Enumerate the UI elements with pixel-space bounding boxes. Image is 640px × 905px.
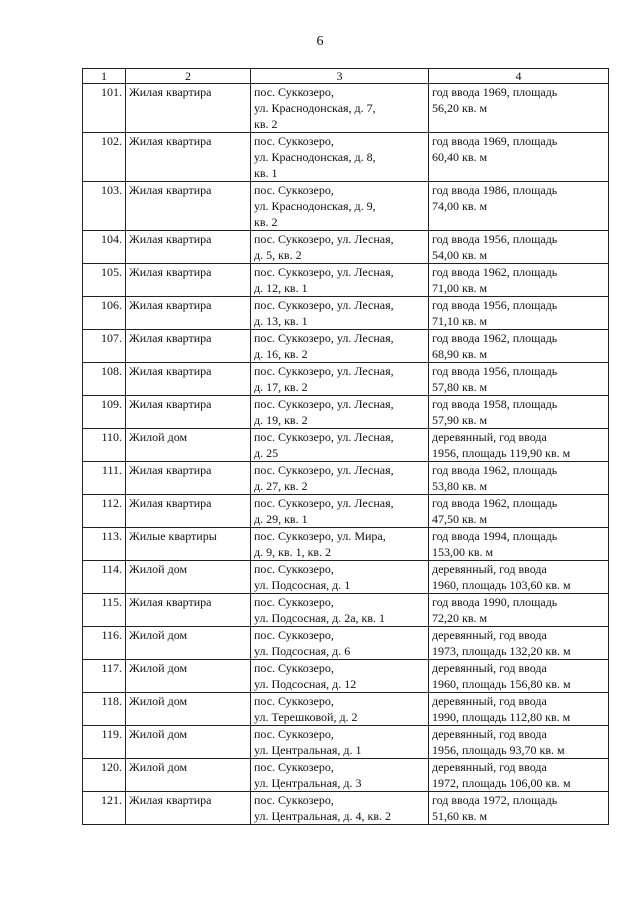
table-row [83,231,609,264]
row-number: 108. [83,363,126,396]
object-address: пос. Суккозеро, ул. Подсосная, д. 2а, кв. 1 [251,594,429,627]
object-type: Жилой дом [126,693,251,726]
object-type: Жилая квартира [126,182,251,231]
object-address: пос. Суккозеро, ул. Краснодонская, д. 9, кв. 2 [251,182,429,231]
object-address: пос. Суккозеро, ул. Подсосная, д. 6 [251,627,429,660]
row-number: 119. [83,726,126,759]
object-details: деревянный, год ввода 1972, площадь 106,00 кв. м [429,759,609,792]
object-details: год ввода 1990, площадь 72,20 кв. м [429,594,609,627]
object-type: Жилой дом [126,561,251,594]
row-number: 116. [83,627,126,660]
object-details: год ввода 1986, площадь 74,00 кв. м [429,182,609,231]
object-type: Жилая квартира [126,330,251,363]
row-number: 120. [83,759,126,792]
row-number: 109. [83,396,126,429]
row-number: 103. [83,182,126,231]
object-type: Жилая квартира [126,84,251,133]
object-details: год ввода 1972, площадь 51,60 кв. м [429,792,609,825]
header-col-1: 1 [83,69,126,84]
table-row [83,561,609,594]
table-row [83,396,609,429]
row-number: 118. [83,693,126,726]
object-address: пос. Суккозеро, ул. Подсосная, д. 12 [251,660,429,693]
object-type: Жилая квартира [126,363,251,396]
row-number: 107. [83,330,126,363]
object-details: год ввода 1956, площадь 71,10 кв. м [429,297,609,330]
object-type: Жилые квартиры [126,528,251,561]
object-address: пос. Суккозеро, ул. Лесная, д. 16, кв. 2 [251,330,429,363]
object-details: деревянный, год ввода 1960, площадь 103,60 кв. м [429,561,609,594]
table-row [83,726,609,759]
object-address: пос. Суккозеро, ул. Краснодонская, д. 8, кв. 1 [251,133,429,182]
row-number: 112. [83,495,126,528]
object-details: год ввода 1962, площадь 71,00 кв. м [429,264,609,297]
object-address: пос. Суккозеро, ул. Центральная, д. 3 [251,759,429,792]
object-type: Жилая квартира [126,462,251,495]
row-number: 121. [83,792,126,825]
object-address: пос. Суккозеро, ул. Лесная, д. 17, кв. 2 [251,363,429,396]
table-row [83,759,609,792]
object-address: пос. Суккозеро, ул. Центральная, д. 1 [251,726,429,759]
table-row [83,297,609,330]
object-details: деревянный, год ввода 1990, площадь 112,80 кв. м [429,693,609,726]
object-details: год ввода 1969, площадь 56,20 кв. м [429,84,609,133]
object-address: пос. Суккозеро, ул. Лесная, д. 12, кв. 1 [251,264,429,297]
object-type: Жилая квартира [126,792,251,825]
header-col-4: 4 [429,69,609,84]
object-type: Жилой дом [126,726,251,759]
row-number: 110. [83,429,126,462]
object-address: пос. Суккозеро, ул. Лесная, д. 19, кв. 2 [251,396,429,429]
table-row [83,528,609,561]
object-address: пос. Суккозеро, ул. Подсосная, д. 1 [251,561,429,594]
object-type: Жилая квартира [126,495,251,528]
object-address: пос. Суккозеро, ул. Краснодонская, д. 7, кв. 2 [251,84,429,133]
object-type: Жилая квартира [126,297,251,330]
object-type: Жилой дом [126,627,251,660]
property-table [82,68,609,825]
object-type: Жилая квартира [126,133,251,182]
object-type: Жилой дом [126,660,251,693]
object-details: год ввода 1956, площадь 57,80 кв. м [429,363,609,396]
table-row [83,182,609,231]
row-number: 117. [83,660,126,693]
object-type: Жилая квартира [126,396,251,429]
object-type: Жилая квартира [126,231,251,264]
row-number: 102. [83,133,126,182]
object-details: деревянный, год ввода 1956, площадь 119,90 кв. м [429,429,609,462]
table-row [83,660,609,693]
table-row [83,264,609,297]
table-row [83,84,609,133]
object-details: деревянный, год ввода 1956, площадь 93,70 кв. м [429,726,609,759]
object-address: пос. Суккозеро, ул. Терешковой, д. 2 [251,693,429,726]
object-address: пос. Суккозеро, ул. Центральная, д. 4, кв. 2 [251,792,429,825]
object-details: год ввода 1962, площадь 68,90 кв. м [429,330,609,363]
table-row [83,627,609,660]
object-type: Жилая квартира [126,264,251,297]
row-number: 114. [83,561,126,594]
object-address: пос. Суккозеро, ул. Лесная, д. 5, кв. 2 [251,231,429,264]
row-number: 113. [83,528,126,561]
header-col-2: 2 [126,69,251,84]
object-details: год ввода 1969, площадь 60,40 кв. м [429,133,609,182]
table-row [83,693,609,726]
table-row [83,462,609,495]
table-header-row [83,69,609,84]
object-details: год ввода 1994, площадь 153,00 кв. м [429,528,609,561]
object-address: пос. Суккозеро, ул. Мира, д. 9, кв. 1, кв. 2 [251,528,429,561]
page-number: 6 [316,34,324,49]
table-row [83,330,609,363]
object-details: год ввода 1958, площадь 57,90 кв. м [429,396,609,429]
object-type: Жилой дом [126,759,251,792]
table-row [83,133,609,182]
object-address: пос. Суккозеро, ул. Лесная, д. 25 [251,429,429,462]
header-col-3: 3 [251,69,429,84]
object-details: год ввода 1962, площадь 47,50 кв. м [429,495,609,528]
row-number: 104. [83,231,126,264]
object-details: год ввода 1962, площадь 53,80 кв. м [429,462,609,495]
table-row [83,429,609,462]
table-row [83,792,609,825]
object-details: деревянный, год ввода 1960, площадь 156,80 кв. м [429,660,609,693]
object-address: пос. Суккозеро, ул. Лесная, д. 29, кв. 1 [251,495,429,528]
object-address: пос. Суккозеро, ул. Лесная, д. 27, кв. 2 [251,462,429,495]
object-details: год ввода 1956, площадь 54,00 кв. м [429,231,609,264]
table-row [83,495,609,528]
object-address: пос. Суккозеро, ул. Лесная, д. 13, кв. 1 [251,297,429,330]
table-row [83,363,609,396]
object-type: Жилой дом [126,429,251,462]
row-number: 115. [83,594,126,627]
table-row [83,594,609,627]
object-details: деревянный, год ввода 1973, площадь 132,20 кв. м [429,627,609,660]
row-number: 111. [83,462,126,495]
row-number: 106. [83,297,126,330]
row-number: 101. [83,84,126,133]
row-number: 105. [83,264,126,297]
object-type: Жилая квартира [126,594,251,627]
